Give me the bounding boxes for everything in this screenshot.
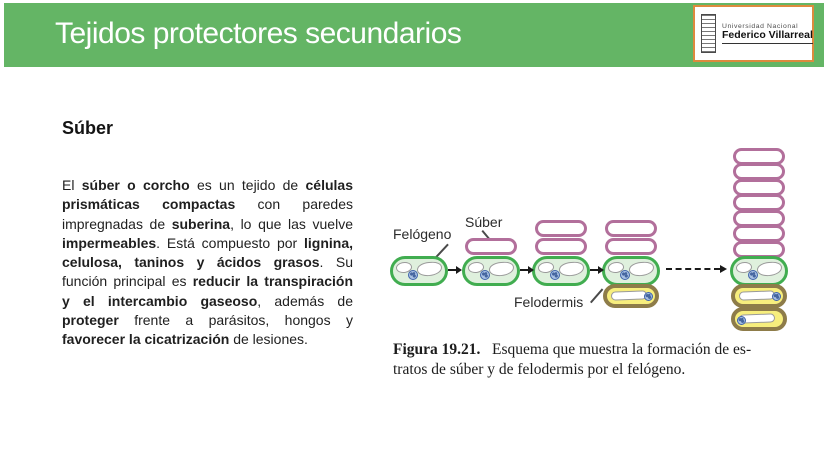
university-logo-text [722, 23, 813, 44]
suber-cell [733, 163, 785, 180]
vacuole [757, 261, 783, 277]
stage-arrow-icon [590, 269, 598, 271]
felogeno-cell [532, 256, 590, 286]
nucleus [644, 292, 653, 301]
felodermis-cell [603, 284, 659, 308]
vacuole [559, 261, 585, 277]
suber-cell [733, 225, 785, 242]
cell-diagram [380, 130, 828, 335]
felogeno-label: Felógeno [393, 226, 452, 242]
felogeno-cell [730, 256, 788, 286]
suber-cell [535, 220, 587, 237]
felodermis-cell [731, 284, 787, 308]
vacuole [739, 290, 775, 300]
nucleus [737, 316, 746, 325]
suber-label: Súber [465, 214, 503, 230]
logo-name-line: Federico Villarreal [722, 30, 813, 44]
vacuole [417, 261, 443, 277]
suber-cell [733, 194, 785, 211]
vacuole [611, 290, 647, 300]
felodermis-cell [731, 307, 787, 331]
suber-cell [733, 179, 785, 196]
figure-caption-line: tratos de súber y de felodermis por el felógeno. [393, 360, 686, 378]
suber-cell [465, 238, 517, 255]
suber-cell [733, 241, 785, 258]
stage-dashed-arrow-icon [666, 268, 720, 270]
suber-cell [605, 238, 657, 255]
suber-cell [605, 220, 657, 237]
logo-university-line: Universidad Nacional [722, 22, 799, 30]
university-logo [693, 5, 814, 62]
figure-caption-line: Figura 19.21. Esquema que muestra la formación de es- [393, 341, 752, 358]
suber-cell [535, 238, 587, 255]
vacuole [629, 261, 655, 277]
section-heading: Súber [62, 118, 114, 138]
body-paragraph: El súber o corcho es un tejido de células prismáticas compactas con paredes impregnadas de suberina, lo que las vuelve impermeables. Está compuesto por lignina, celulosa, taninos y ácidos grasos. Su función principal es reducir la transpiración y el intercambio gaseoso, además de proteger frente a parásitos, hongos y favorecer la cicatrización de lesiones. [62, 177, 354, 348]
university-emblem-icon [701, 14, 716, 53]
stage-arrow-icon [520, 269, 528, 271]
felogeno-cell [462, 256, 520, 286]
figure-caption [393, 340, 823, 379]
felogeno-cell [390, 256, 448, 286]
felodermis-pointer-line [590, 288, 603, 303]
suber-cell [733, 148, 785, 165]
felogeno-cell [602, 256, 660, 286]
vacuole [489, 261, 515, 277]
suber-cell [733, 210, 785, 227]
slide-title: Tejidos protectores secundarios [55, 17, 462, 50]
nucleus [772, 292, 781, 301]
stage-arrow-icon [448, 269, 456, 271]
felodermis-label: Felodermis [514, 294, 584, 310]
